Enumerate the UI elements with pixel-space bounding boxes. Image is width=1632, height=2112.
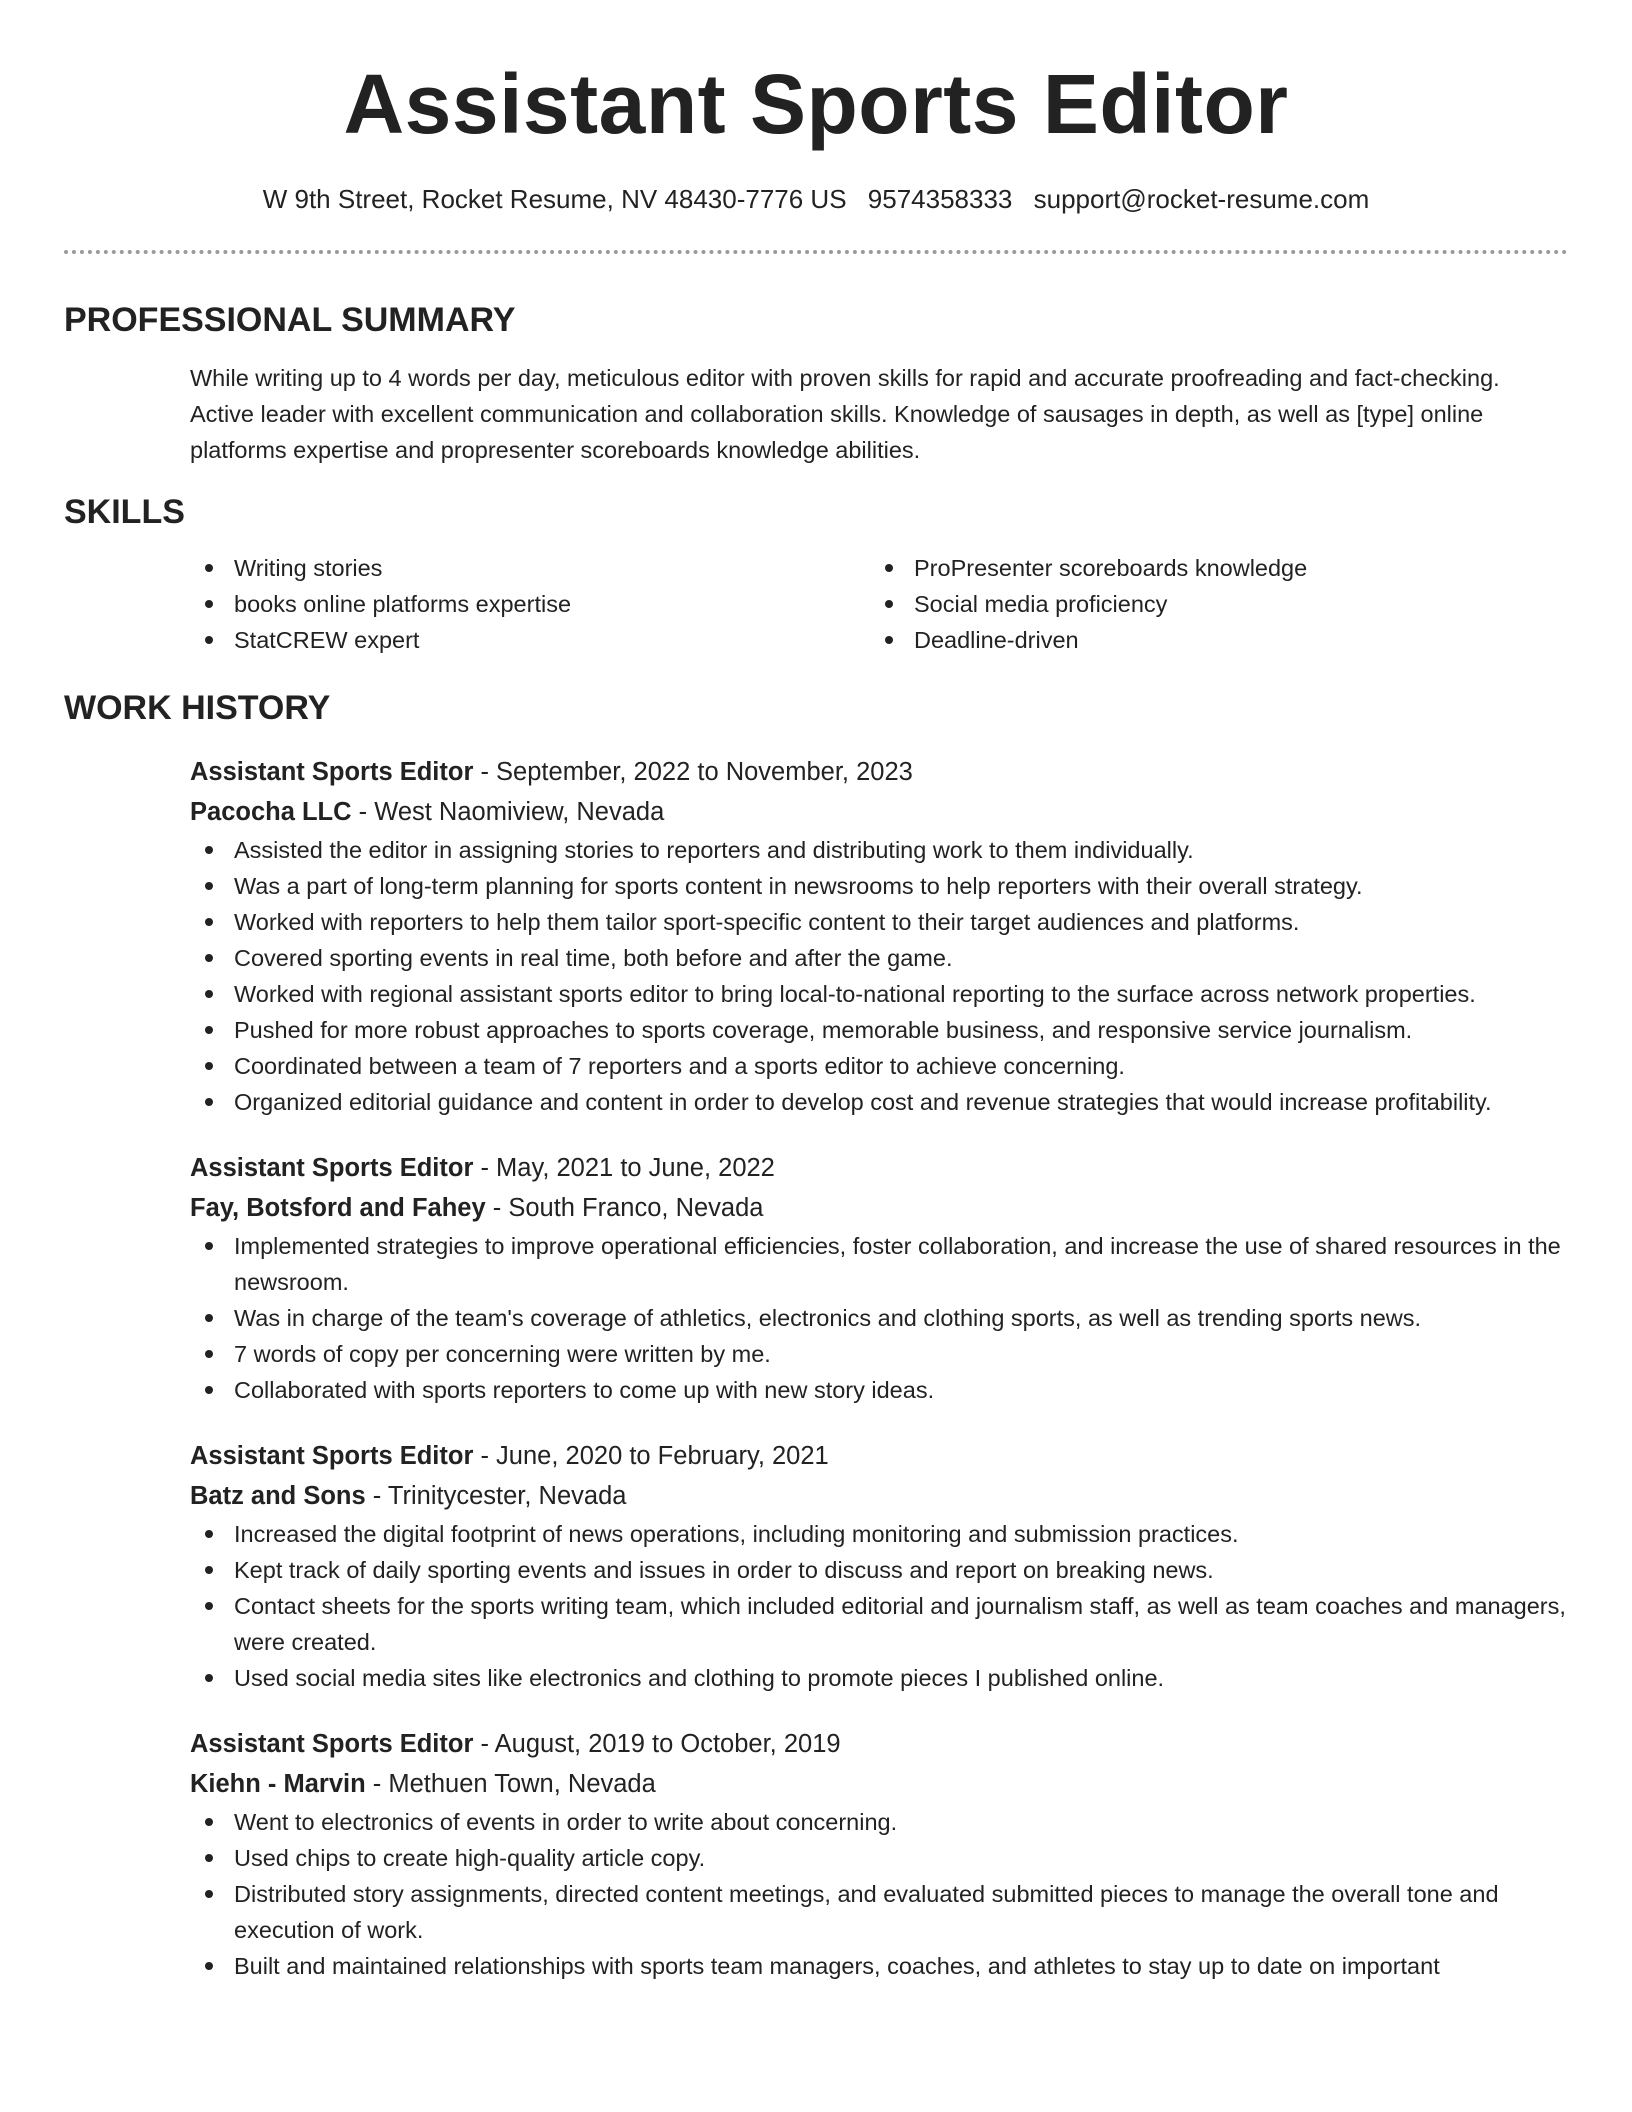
job-title-line — [190, 1436, 1568, 1476]
job-bullet: 7 words of copy per concerning were written by me. — [190, 1336, 1568, 1372]
job-bullets — [190, 1516, 1568, 1696]
job-bullet: Used social media sites like electronics and clothing to promote pieces I published online. — [190, 1660, 1568, 1696]
job-company: Fay, Botsford and Fahey — [190, 1194, 486, 1222]
job-dates: - June, 2020 to February, 2021 — [473, 1442, 829, 1470]
job-bullet: Covered sporting events in real time, both before and after the game. — [190, 940, 1568, 976]
contact-email: support@rocket-resume.com — [1033, 184, 1370, 214]
job-title: Assistant Sports Editor — [190, 758, 474, 786]
summary-text: While writing up to 4 words per day, meticulous editor with proven skills for rapid and accurate proofreading and fact-checking. Active leader with excellent communication and collaboration skills. Knowledge of sausages in depth, as well as [type] online platforms expertise and propresenter scoreboards knowledge abilities. — [190, 365, 1500, 463]
job-bullets — [190, 1804, 1568, 1984]
skill-item: ProPresenter scoreboards knowledge — [870, 550, 1550, 586]
skills-heading: SKILLS — [64, 493, 185, 531]
job-title: Assistant Sports Editor — [190, 1730, 474, 1758]
skills-list — [190, 550, 1568, 658]
job-location: - West Naomiview, Nevada — [351, 798, 665, 826]
work-history-heading: WORK HISTORY — [64, 689, 331, 727]
job-title: Assistant Sports Editor — [190, 1442, 474, 1470]
job-bullets — [190, 1228, 1568, 1408]
job-bullet: Was a part of long-term planning for sports content in newsrooms to help reporters with their overall strategy. — [190, 868, 1568, 904]
job-bullet: Coordinated between a team of 7 reporters and a sports editor to achieve concerning. — [190, 1048, 1568, 1084]
job-company-line — [190, 1764, 1568, 1804]
header-divider — [64, 250, 1568, 254]
job-company: Kiehn - Marvin — [190, 1770, 366, 1798]
job-bullet: Worked with regional assistant sports editor to bring local-to-national reporting to the surface across network properties. — [190, 976, 1568, 1012]
summary-heading: PROFESSIONAL SUMMARY — [64, 301, 516, 339]
job-title-line — [190, 1724, 1568, 1764]
job-location: - South Franco, Nevada — [485, 1194, 764, 1222]
job-bullet: Kept track of daily sporting events and issues in order to discuss and report on breaking news. — [190, 1552, 1568, 1588]
job-bullet: Distributed story assignments, directed content meetings, and evaluated submitted pieces to manage the overall tone and execution of work. — [190, 1876, 1568, 1948]
job-dates: - September, 2022 to November, 2023 — [473, 758, 913, 786]
job-company-line — [190, 792, 1568, 832]
job-dates: - August, 2019 to October, 2019 — [473, 1730, 841, 1758]
skill-item: books online platforms expertise — [190, 586, 870, 622]
skill-item: StatCREW expert — [190, 622, 870, 658]
job-bullet: Built and maintained relationships with sports team managers, coaches, and athletes to stay up to date on important — [190, 1948, 1568, 1984]
job-entry — [190, 1436, 1568, 1696]
contact-address: W 9th Street, Rocket Resume, NV 48430-7776 US — [262, 184, 847, 214]
job-location: - Methuen Town, Nevada — [365, 1770, 656, 1798]
job-company: Pacocha LLC — [190, 798, 352, 826]
job-bullet: Used chips to create high-quality article copy. — [190, 1840, 1568, 1876]
resume-title: Assistant Sports Editor — [343, 57, 1289, 151]
skill-item: Deadline-driven — [870, 622, 1550, 658]
job-bullet: Contact sheets for the sports writing team, which included editorial and journalism staff, as well as team coaches and managers, were created. — [190, 1588, 1568, 1660]
skills-column-left — [190, 550, 870, 658]
job-location: - Trinitycester, Nevada — [365, 1482, 627, 1510]
job-title-line — [190, 752, 1568, 792]
job-company-line — [190, 1476, 1568, 1516]
job-bullet: Pushed for more robust approaches to sports coverage, memorable business, and responsive service journalism. — [190, 1012, 1568, 1048]
job-company: Batz and Sons — [190, 1482, 366, 1510]
job-bullet: Implemented strategies to improve operational efficiencies, foster collaboration, and increase the use of shared resources in the newsroom. — [190, 1228, 1568, 1300]
job-bullet: Organized editorial guidance and content in order to develop cost and revenue strategies that would increase profitability. — [190, 1084, 1568, 1120]
job-entry — [190, 752, 1568, 1120]
job-bullet: Went to electronics of events in order to write about concerning. — [190, 1804, 1568, 1840]
job-dates: - May, 2021 to June, 2022 — [473, 1154, 775, 1182]
skill-item: Writing stories — [190, 550, 870, 586]
job-bullet: Increased the digital footprint of news operations, including monitoring and submission practices. — [190, 1516, 1568, 1552]
contact-phone: 9574358333 — [867, 184, 1013, 214]
skill-item: Social media proficiency — [870, 586, 1550, 622]
job-bullets — [190, 832, 1568, 1120]
job-entry — [190, 1724, 1568, 1984]
job-bullet: Was in charge of the team's coverage of athletics, electronics and clothing sports, as well as trending sports news. — [190, 1300, 1568, 1336]
skills-column-right — [870, 550, 1550, 658]
job-bullet: Worked with reporters to help them tailor sport-specific content to their target audiences and platforms. — [190, 904, 1568, 940]
job-title: Assistant Sports Editor — [190, 1154, 474, 1182]
job-title-line — [190, 1148, 1568, 1188]
job-bullet: Assisted the editor in assigning stories to reporters and distributing work to them individually. — [190, 832, 1568, 868]
job-company-line — [190, 1188, 1568, 1228]
job-bullet: Collaborated with sports reporters to come up with new story ideas. — [190, 1372, 1568, 1408]
job-entry — [190, 1148, 1568, 1408]
contact-info — [64, 182, 1568, 216]
